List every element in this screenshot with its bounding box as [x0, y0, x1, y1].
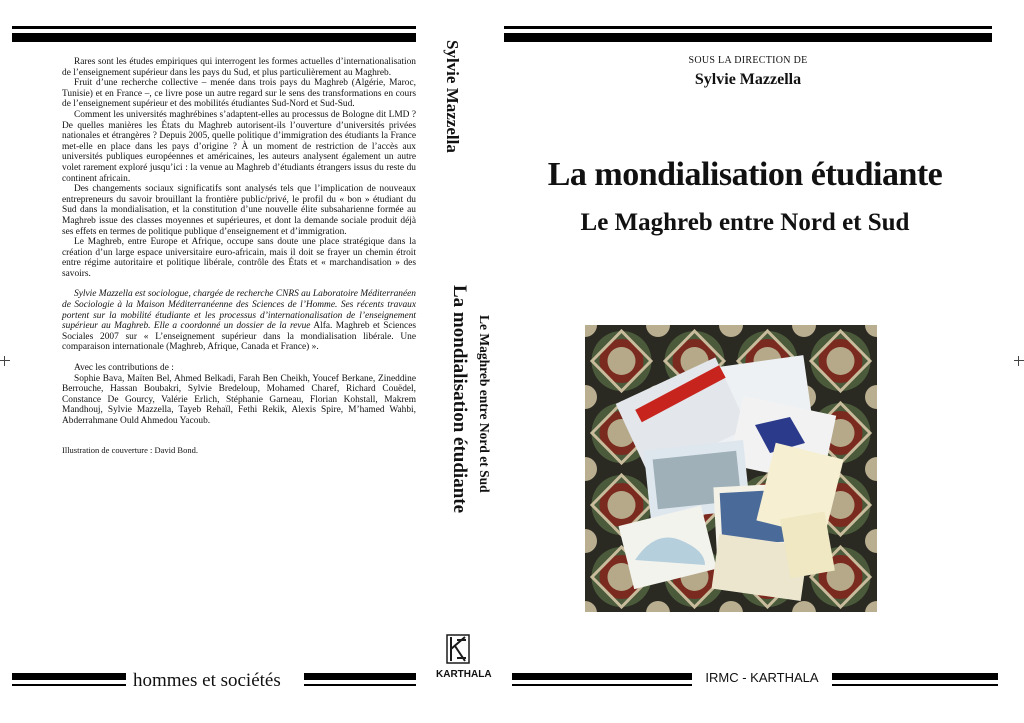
crop-mark-right	[1014, 356, 1024, 366]
series-rule-right-thick	[304, 673, 416, 680]
front-imprint: IRMC - KARTHALA	[705, 670, 819, 685]
front-subtitle: Le Maghreb entre Nord et Sud	[580, 209, 910, 236]
series-rule-right-thin	[304, 684, 416, 686]
back-paragraph: Comment les universités maghrébines s’adaptent-elles au processus de Bologne dit LMD ? De quelles manières les États du Maghreb autorisent-ils l’ouverture d’universités privées nationales et étrangères ? Depuis 2005, quelle politique d’immigration des étudiants la France met-elle en place dans les pays d’origine ? À un moment de restriction de l’accès aux universités publiques européennes et américaines, les auteurs analysent également un autre volet rarement exploré jusqu’ici : la venue au Maghreb d’étudiants étrangers issus du reste du continent africain.	[62, 109, 416, 184]
series-name: hommes et sociétés	[133, 670, 281, 691]
spine-publisher: KARTHALA	[436, 669, 492, 680]
series-rule-thick	[12, 673, 126, 680]
front-title: La mondialisation étudiante	[547, 156, 943, 193]
spine-title-block	[440, 285, 500, 585]
direction-label: SOUS LA DIRECTION DE	[688, 55, 808, 66]
crop-mark-left	[0, 356, 10, 366]
author-bio: Sylvie Mazzella est sociologue, chargée de recherche CNRS au Laboratoire Méditerranéen de Sociologie à la Maison Méditerranéenne des Sciences de l’Homme. Ses récents travaux portent sur la mobilité étudiante et les processus d’internationalisation de l’enseignement supérieur au Maghreb. Elle a coordonné un dossier de la revue Alfa. Maghreb et Sciences Sociales 2007 sur « L’enseignement supérieur dans la mondialisation libérale. Une comparaison internationale (Maghreb, Afrique, Canada et France) ».	[62, 289, 416, 353]
series-rule-thin	[12, 684, 126, 686]
spine-subtitle: Le Maghreb entre Nord et Sud	[477, 315, 492, 493]
front-top-rule-thin	[504, 26, 992, 29]
back-top-rule-thick	[12, 33, 416, 42]
front-author: Sylvie Mazzella	[694, 71, 802, 88]
back-cover-text	[62, 57, 416, 455]
imprint-rule-left-thick	[512, 673, 692, 680]
front-top-rule-thick	[504, 33, 992, 42]
back-top-rule-thin	[12, 26, 416, 29]
back-paragraph: Le Maghreb, entre Europe et Afrique, occupe sans doute une place stratégique dans la création d’un large espace universitaire euro-africain, mais il doit se frayer un chemin étroit entre régime autoritaire et politique libérale, contrôle des États et « marchandisation » des savoirs.	[62, 237, 416, 279]
back-paragraph: Rares sont les études empiriques qui interrogent les formes actuelles d’internationalisation de l’enseignement supérieur dans les pays du Sud, et plus particulièrement au Maghreb.	[62, 57, 416, 78]
imprint-rule-left-thin	[512, 684, 692, 686]
imprint-rule-right-thick	[832, 673, 998, 680]
cover-illustration	[585, 325, 877, 612]
spine-title: La mondialisation étudiante	[449, 285, 470, 514]
back-paragraph: Fruit d’une recherche collective – menée dans trois pays du Maghreb (Algérie, Maroc, Tunisie) et en France –, ce livre pose un autre regard sur le sens des transformations en cours de l’enseignement supérieur et des mobilités étudiantes Sud-Nord et Sud-Sud.	[62, 78, 416, 110]
publisher-logo	[446, 634, 470, 664]
spine-author: Sylvie Mazzella	[443, 40, 462, 153]
back-paragraph: Des changements sociaux significatifs sont analysés tels que l’implication de nouveaux entrepreneurs du savoir brouillant la frontière public/privé, le profil du « bon » étudiant du Sud dans la mondialisation, et la constitution d’une nouvelle élite subsaharienne formée au Maghreb issue des classes moyennes et supérieures, et dont la demande sociale produit déjà ses effets en termes de politique publique d’enseignement et d’immigration.	[62, 184, 416, 237]
contributions-intro: Avec les contributions de :	[74, 363, 174, 374]
imprint-rule-right-thin	[832, 684, 998, 686]
contributors-list: Sophie Bava, Maïten Bel, Ahmed Belkadi, Farah Ben Cheikh, Youcef Berkane, Zineddine Berrouche, Hassan Boubakri, Sylvie Bredeloup, Mohamed Charef, Richard Couëdel, Constance De Gourcy, Valérie Erlich, Stéphanie Garneau, Florian Kohstall, Makrem Mandhouj, Sylvie Mazzella, Tayeb Rehaïl, Fethi Rekik, Alexis Spire, M’hamed Wahbi, Abderrahmane Ould Ahmedou Yacoub.	[62, 373, 416, 426]
illustration-credit: Illustration de couverture : David Bond.	[62, 444, 198, 455]
